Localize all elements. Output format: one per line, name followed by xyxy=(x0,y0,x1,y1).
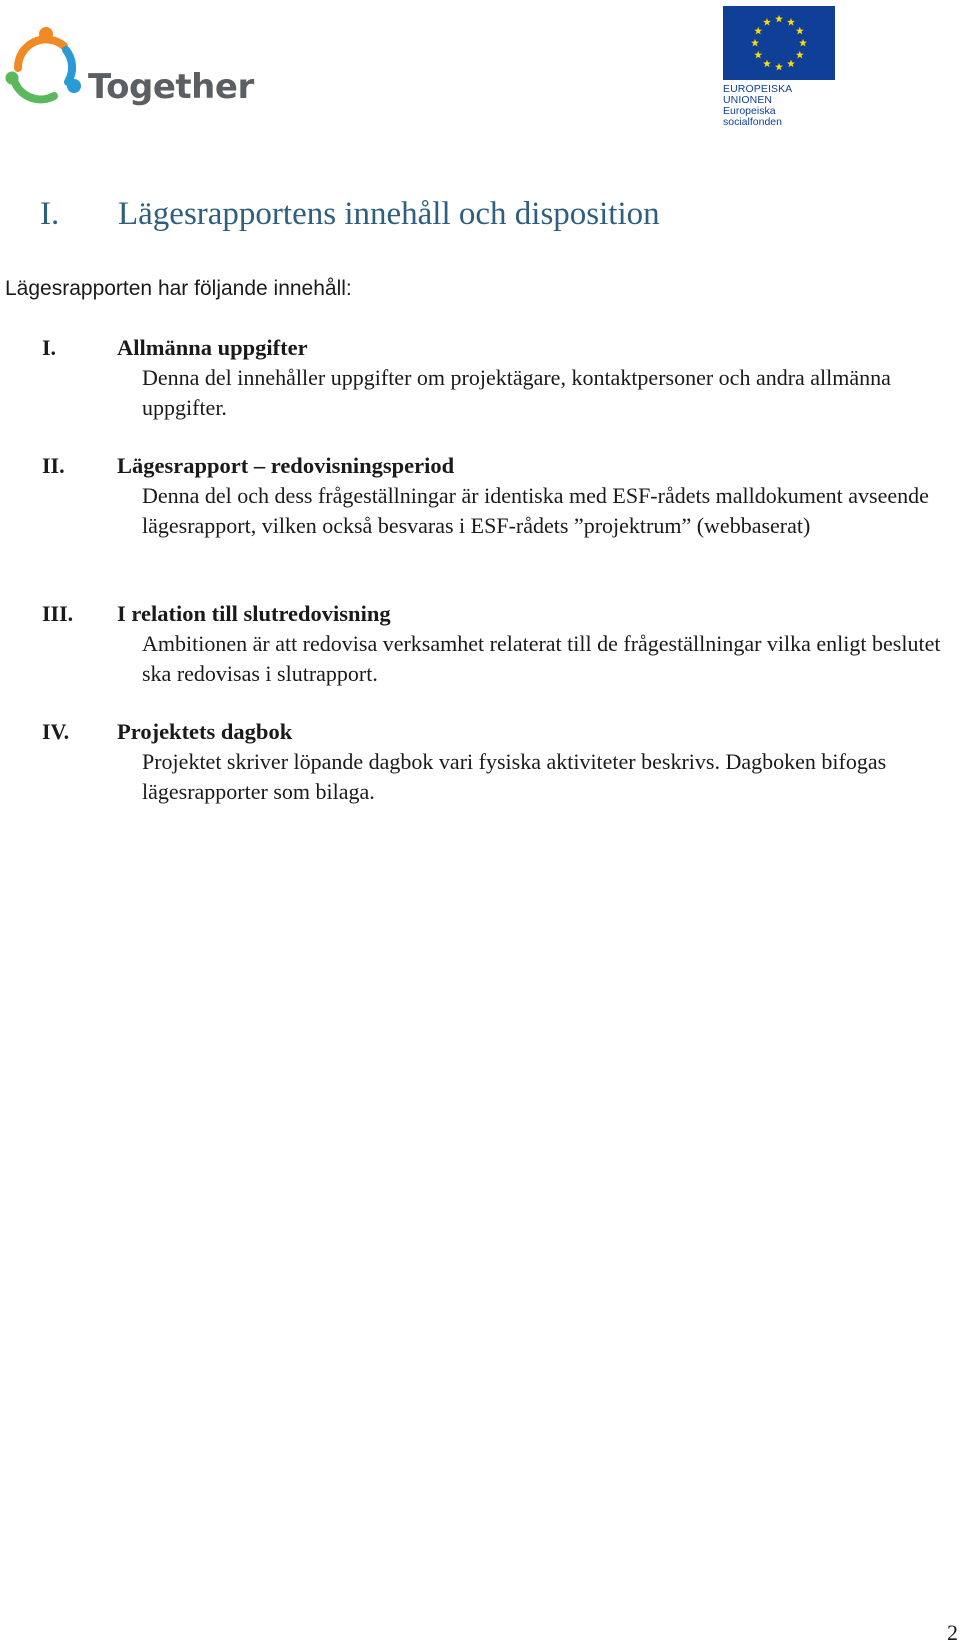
list-item-description: Denna del och dess frågeställningar är identiska med ESF-rådets malldokument avseende lägesrapport, vilken också besvaras i ESF-rådets ”projektrum” (webbaserat) xyxy=(142,483,929,538)
list-item-number: IV. xyxy=(42,719,70,744)
together-logo-icon xyxy=(2,24,86,104)
heading-number: I. xyxy=(40,196,60,232)
list-item-description: Projektet skriver löpande dagbok vari fysiska aktiviteter beskrivs. Dagboken bifogas lägesrapporter som bilaga. xyxy=(142,749,887,804)
section-heading xyxy=(40,196,660,232)
heading-title: Lägesrapportens innehåll och disposition xyxy=(118,196,660,232)
list-item-number: II. xyxy=(42,453,65,478)
list-item-title: I relation till slutredovisning xyxy=(117,601,391,626)
list-item-description: Ambitionen är att redovisa verksamhet relaterat till de frågeställningar vilka enligt beslutet ska redovisas i slutrapport. xyxy=(142,631,941,686)
list-item-description: Denna del innehåller uppgifter om projektägare, kontaktpersoner och andra allmänna uppgifter. xyxy=(142,365,891,420)
list-item-title: Allmänna uppgifter xyxy=(117,335,308,360)
list-item-number: III. xyxy=(42,601,74,626)
together-logo xyxy=(2,24,262,107)
intro-text: Lägesrapporten har följande innehåll: xyxy=(5,277,352,300)
eu-union-label: EUROPEISKA UNIONEN xyxy=(723,83,792,106)
list-item-title: Projektets dagbok xyxy=(117,719,293,744)
eu-flag-icon xyxy=(723,6,835,80)
eu-logo xyxy=(723,6,837,128)
eu-fund-label: Europeiska socialfonden xyxy=(723,105,782,128)
list-item-title: Lägesrapport – redovisningsperiod xyxy=(117,453,455,478)
together-logo-text: Together xyxy=(88,67,254,107)
page-number: 2 xyxy=(947,1620,958,1645)
list-item-number: I. xyxy=(42,335,57,360)
